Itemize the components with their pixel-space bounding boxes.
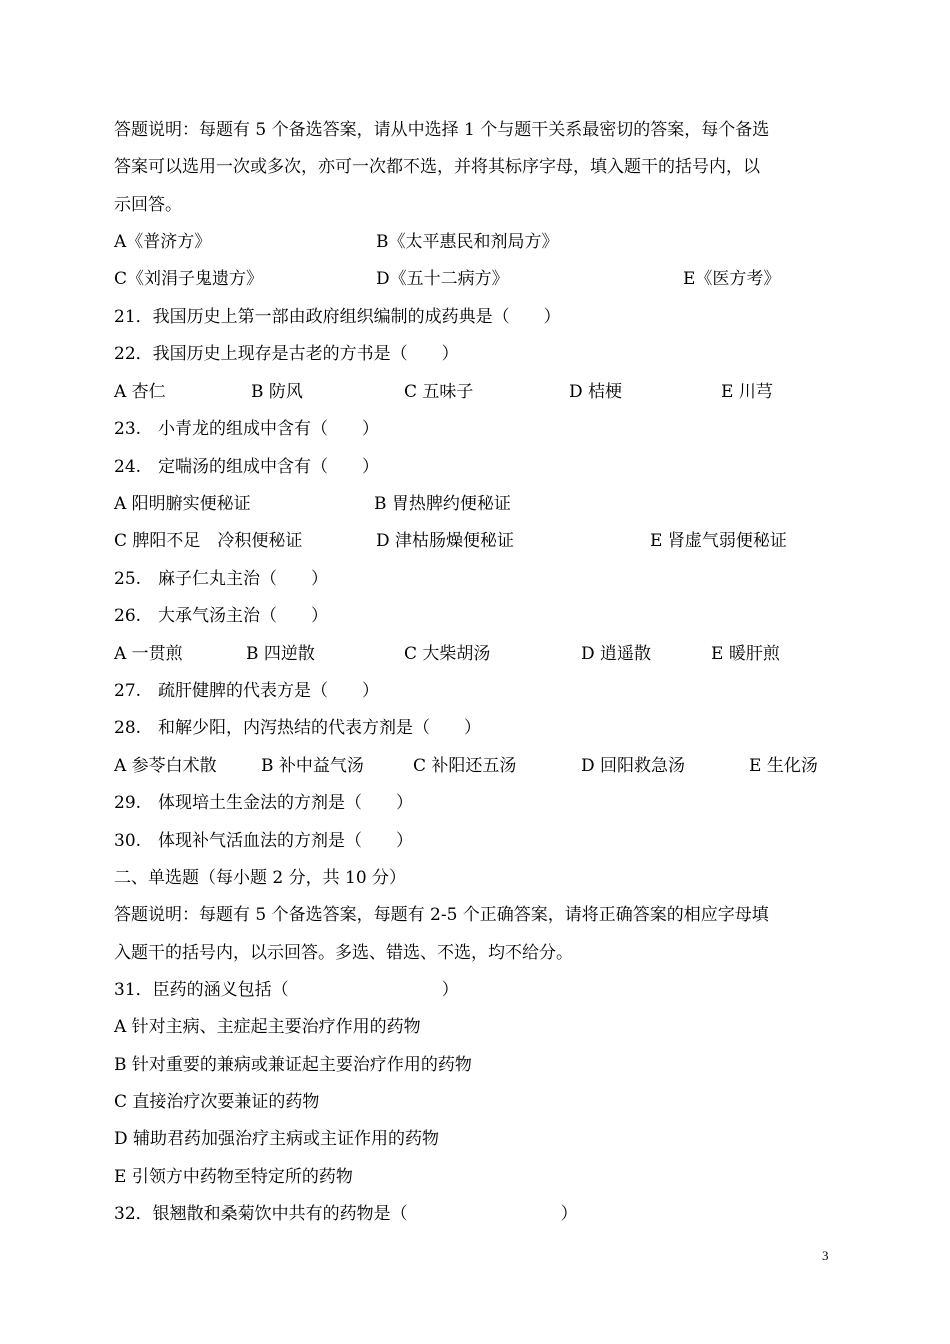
option-e: E 肾虚气弱便秘证 xyxy=(650,531,787,551)
option-e: E 暖肝煎 xyxy=(711,644,780,664)
question-25: 25. 麻子仁丸主治（ ） xyxy=(114,569,329,589)
option-c: C 补阳还五汤 xyxy=(413,756,517,776)
option-b: B 四逆散 xyxy=(246,644,315,664)
instructions-line-1: 答题说明：每题有 5 个备选答案，请从中选择 1 个与题干关系最密切的答案，每个备选 xyxy=(114,120,770,140)
question-32: 32．银翘散和桑菊饮中共有的药物是（ ） xyxy=(114,1204,578,1224)
q31-option-e: E 引领方中药物至特定所的药物 xyxy=(114,1167,353,1187)
option-d: D《五十二病方》 xyxy=(376,269,509,289)
section-instructions-line-2: 入题干的括号内，以示回答。多选、错选、不选，均不给分。 xyxy=(114,943,573,963)
option-a: A《普济方》 xyxy=(114,232,212,252)
option-b: B《太平惠民和剂局方》 xyxy=(376,232,559,252)
section-instructions-line-1: 答题说明：每题有 5 个备选答案，每题有 2-5 个正确答案，请将正确答案的相应字母填 xyxy=(114,905,769,925)
option-b: B 胃热脾约便秘证 xyxy=(374,494,511,514)
option-c: C 脾阳不足 冷积便秘证 xyxy=(114,531,303,551)
option-e: E 生化汤 xyxy=(749,756,818,776)
option-b: B 补中益气汤 xyxy=(261,756,364,776)
question-31: 31．臣药的涵义包括（ ） xyxy=(114,980,459,1000)
q31-option-a: A 针对主病、主症起主要治疗作用的药物 xyxy=(114,1017,421,1037)
option-a: A 阳明腑实便秘证 xyxy=(114,494,251,514)
page-number: 3 xyxy=(822,1248,829,1263)
option-c: C 五味子 xyxy=(404,382,474,402)
option-b: B 防风 xyxy=(251,382,303,402)
instructions-line-2: 答案可以选用一次或多次，亦可一次都不选，并将其标序字母，填入题干的括号内，以 xyxy=(114,157,760,177)
q31-option-c: C 直接治疗次要兼证的药物 xyxy=(114,1092,320,1112)
option-a: A 一贯煎 xyxy=(114,644,183,664)
question-23: 23. 小青龙的组成中含有（ ） xyxy=(114,419,380,439)
section-heading: 二、单选题（每小题 2 分，共 10 分） xyxy=(114,868,407,888)
question-21: 21．我国历史上第一部由政府组织编制的成药典是（ ） xyxy=(114,307,561,327)
option-a: A 杏仁 xyxy=(114,382,166,402)
question-22: 22．我国历史上现存是古老的方书是（ ） xyxy=(114,344,459,364)
option-a: A 参苓白术散 xyxy=(114,756,217,776)
option-e: E 川芎 xyxy=(721,382,773,402)
option-c: C 大柴胡汤 xyxy=(404,644,491,664)
option-d: D 回阳救急汤 xyxy=(581,756,686,776)
option-d: D 逍遥散 xyxy=(581,644,652,664)
option-d: D 桔梗 xyxy=(569,382,623,402)
option-c: C《刘涓子鬼遗方》 xyxy=(114,269,264,289)
question-29: 29. 体现培土生金法的方剂是（ ） xyxy=(114,793,414,813)
instructions-line-3: 示回答。 xyxy=(114,195,182,215)
option-d: D 津枯肠燥便秘证 xyxy=(376,531,515,551)
q31-option-d: D 辅助君药加强治疗主病或主证作用的药物 xyxy=(114,1129,440,1149)
question-26: 26. 大承气汤主治（ ） xyxy=(114,606,329,626)
question-27: 27. 疏肝健脾的代表方是（ ） xyxy=(114,681,380,701)
question-24: 24. 定喘汤的组成中含有（ ） xyxy=(114,457,380,477)
question-30: 30. 体现补气活血法的方剂是（ ） xyxy=(114,831,414,851)
option-e: E《医方考》 xyxy=(683,269,781,289)
q31-option-b: B 针对重要的兼病或兼证起主要治疗作用的药物 xyxy=(114,1055,472,1075)
question-28: 28. 和解少阳，内泻热结的代表方剂是（ ） xyxy=(114,718,482,738)
